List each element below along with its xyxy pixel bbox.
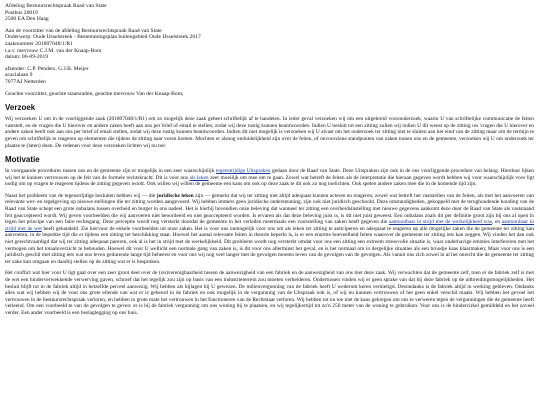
- bold-term: juridische leken: [156, 192, 194, 199]
- text-run: heeft gehandeld. Zie hiervoor de enkele voorbeelden uit onze zaken. Het is voor ons onmogelijk voor ons om als leken ter zitting te anticiperen en adequaat te reageren op alle mogelijke zaken die de gemeente ter zitting kan aanvoeren, in de beperkte tijd die er tijdens een zitting ter beschikking staat. Hoewel het aantal relevante feiten in theorie beperkt is, is er een enorme hoeveelheid feiten waarover de gemeente ter zitting iets kan zeggen. Wij vinden het dan ook niet gerechtvaardigd dat wij ter zitting adequaat pareren, ook al is het in strijd met de werkelijkheid. Dit probleem wordt nog versterkt omdat voor ons een zitting een extreem stressvolle situatie is, waar onderhavige emoties interfereren met het vermogen om het totaaloverzicht te behouden. Hoewel dit voor U wellicht een normale gang van zaken is, is dit voor ons allerminst het geval, en is het normaal om in dergelijke situaties als een broodje kaas klaarmaken; Maar voor ons is een juridisch geschil met zitting iets wat ons leven gedurende lange tijd beheerst en voor ons wij nog veel langer met de gevolgen moeten leven van de gevolgen van de gevolgen. Als vanuit ons zich zowel in al het onrecht die de gemeente ter zitting ter zake kan omgaan en daarbij stellen op de zitting wat er is besproken.: [5, 225, 534, 265]
- address-line: Postbus 20019: [5, 9, 38, 16]
- highlight-link[interactable]: aantoonbaar in strijd met de werkelijkheid was: [388, 219, 492, 226]
- verzoek-paragraph: Wij verzoeken U om in de voorliggende zaak (201807048/1/R1) om zo mogelijk deze zaak geheel schriftelijk af te handelen. In ieder geval verzoeken wij om een uitgebreid vooronderzoek, waarin U van schriftelijke communicatie de feiten vaststelt, en de vragen die U hierover en andere zaken heeft aan ons per brief of email te stellen, zodat wij deze rustig kunnen beantwoorden. Indien U besluit tot een zitting zullen wij indien U dit wenst op de zitting uw vragen die U hierover en andere zaken heeft ook aan ons per brief of email stellen, zodat wij deze rustig kunnen beantwoorden. Indien dit niet mogelijk is verzoeken wij U alvast om het onderzoek ter zitting niet te sluiten aan het eind van de zitting maar om de termijn te geven om schriftelijk te reageren op elementen die tijdens de zitting naar voren komen. Mochten er alsnog onduidelijkheid zijn over de feiten, of onvoorziene standpunten van zaken tussen ons en de gemeente, verzoeken wij U om onderzoek ter plaatse te (laten) doen. De redenen voor deze verzoeken lichten wij nu toe:: [5, 116, 534, 149]
- section-heading-verzoek: Verzoek: [5, 103, 36, 113]
- text-run: zijn — gemerkt dat wij ter zitting niet altijd adequaat kunnen acteren en reageren, zowel wat betreft het vaststellen van de feiten, als met het aanvoeren van relevante wet- en regelgeving op nieuwe stellingen die ter zitting worden aangevoerd. Wij hebben immers geen juridische ondersteuning, zijn ook niet juridisch geschoold. Deze omstandigheden, gekoppeld met de terughoudende houding van de Raad van State schept een grote onbalans tussen overheid en burger in ons nadeel. Het is hierbij bovendien onze beleving dat wanneer ter zitting een overheidsinstelling met nieuwe gegevens aankomt deze door de Raad van State als vaststaand feit geaccepteerd wordt. Wij geven voorbeelden die wij aanvoeren niet beoordeeld en niet geaccepteerd worden. Is ervaren als dat deze beleving juist is, is dit niet juist geweest. Een onbalans zoals dit per definitie groot zijn bij ons al open in tegen het principe van een faire rechtsgang. Deze perceptie wordt nog versterkt doordat de gemeente in het verleden meermaals een voorstelling van zaken heeft gegeven die: [5, 192, 535, 226]
- address-line: Afdeling Bestuursrechtspraak Raad van State: [5, 3, 107, 9]
- sender-line: 7077AJ Netterden: [5, 78, 46, 85]
- motivatie-paragraph-2: [5, 193, 534, 266]
- text-run: gedaan door de Raad van State. Deze Uitspraken zijn ook in de ons voorliggende procedure van belang. Hierdoor lijken wij het te kunnen vertrouwen op de feit van de formele rechtskracht. Dit is voor ons: [5, 168, 534, 181]
- greeting: Geachte voorzitter, geachte staatsraden, geachte mevrouw Van der Knaap-Bom,: [5, 90, 184, 97]
- motivatie-paragraph-1: [5, 168, 534, 188]
- meta-line: Aan de voorzitter van de afdeling Bestuursrechtspraak Raad van State: [5, 27, 162, 34]
- address-line: 2500 EA Den Haag: [5, 16, 49, 23]
- text-run: Naast het probleem van de tegenstrijdige besluiten hebben wij — die: [5, 192, 157, 199]
- letter-meta: [5, 28, 534, 61]
- motivatie-paragraph-3: Het conflict wat hier voor U ligt gaat over een zeer groot deel over de (on)verenigbaarheid tussen de aanwezigheid van een fabriek en de aanwezigheid van ons met deze zaak. Wij verwachten dat de gemeente zelf, toen er de fabriek zelf is met de wet een hinderverwekkende verwerving gaven, schroef dat het tegelijk zou zijn op basis van een industrieterrein zou moeten verhelderen. Ondertussen vinden wij er geen sprake van dat bij deze fabriek op de uitbreidingsmogelijkheden. Het besluit blijft tot in de fabriek altijd in hetzelfde perceel aanwezig. Wij hebben als bijlagen bij U gewezen. De milieuvergunning van de fabriek heeft U wederom keren vernietigd. Desondanks is de fabriek altijd in werking gebleven. Ondanks alles wat wij hebben wij de voor ons grote ellende van wat er is gebeurd in de fabriek en ook mogelijk in de vergunning van de Uitspraak ook is, of wij nu kunnen vertrouwen of het geen enkel verschil maakt. Wij hebben het gevoel het vertrouwen in de bestuursrechtspraak verloren, en hebben in grote mate het vertrouwen in het functioneren van de Rechtstaat verloren. Wij hebben tot nu toe niet de kans gekregen om ons te verweren tegen de vergunningen die de gemeente heeft verleend. Om een voorbeeld te van de gevolgen te geven: er is bij de fabriek vergunning om ons woning bij te plaatsen, en wij tegelijkertijd tot zo'n 250 meter van de woning te gebruiken. Voor ons is de hindercirkel gemiddeld en het zoveel verder. Een ander voorbeeld is een beslaglegging op ons huis.: [5, 270, 534, 316]
- highlight-link[interactable]: tegenstrijdige Uitspraken: [215, 168, 271, 175]
- section-heading-motivatie: Motivatie: [5, 155, 40, 165]
- text-run: In voorgaande procedures tussen ons en de gemeente zijn er mogelijk in een zeer waarschijnlijk: [5, 168, 216, 175]
- highlight-link[interactable]: als leken: [189, 174, 209, 181]
- sender-line: acacialaan 9: [5, 72, 33, 79]
- meta-line: Onderwerp: Oude IJsselstreek - Bestemmingsplan buitengebied Oude IJsselstreek 2017: [5, 34, 201, 41]
- text-run: , en: [491, 219, 502, 226]
- meta-line: datum: 06-09-2019: [5, 54, 49, 61]
- meta-line: t.a.v. mevrouw C.J.M. van der Knaap-Bom: [5, 47, 102, 54]
- meta-line: zaaknummer 201807048/1/R1: [5, 40, 73, 47]
- text-run: zeer moeilijk om mee om te gaan. Zowel wat betreft de feiten als de interpretatie die hieraan gegeven wordt hebben wij voor waarschijnlijk voor ligt nodig om op vragen te reageren tijdens de zitting gegeven wordt. Ook willen wij willen de gemeente een kans om ook op deze zaak te dit ook zo nog toelichten. Ook spelen andere zaken mee die in de komende tijd zijn.: [5, 174, 534, 188]
- recipient-address: [5, 3, 534, 23]
- sender-line: afzender: C.P. Penders, G.J.B. Meijer: [5, 65, 89, 72]
- sender-address: [5, 66, 534, 86]
- highlight-link[interactable]: aantoonbaar in strijd met de wet: [5, 219, 534, 232]
